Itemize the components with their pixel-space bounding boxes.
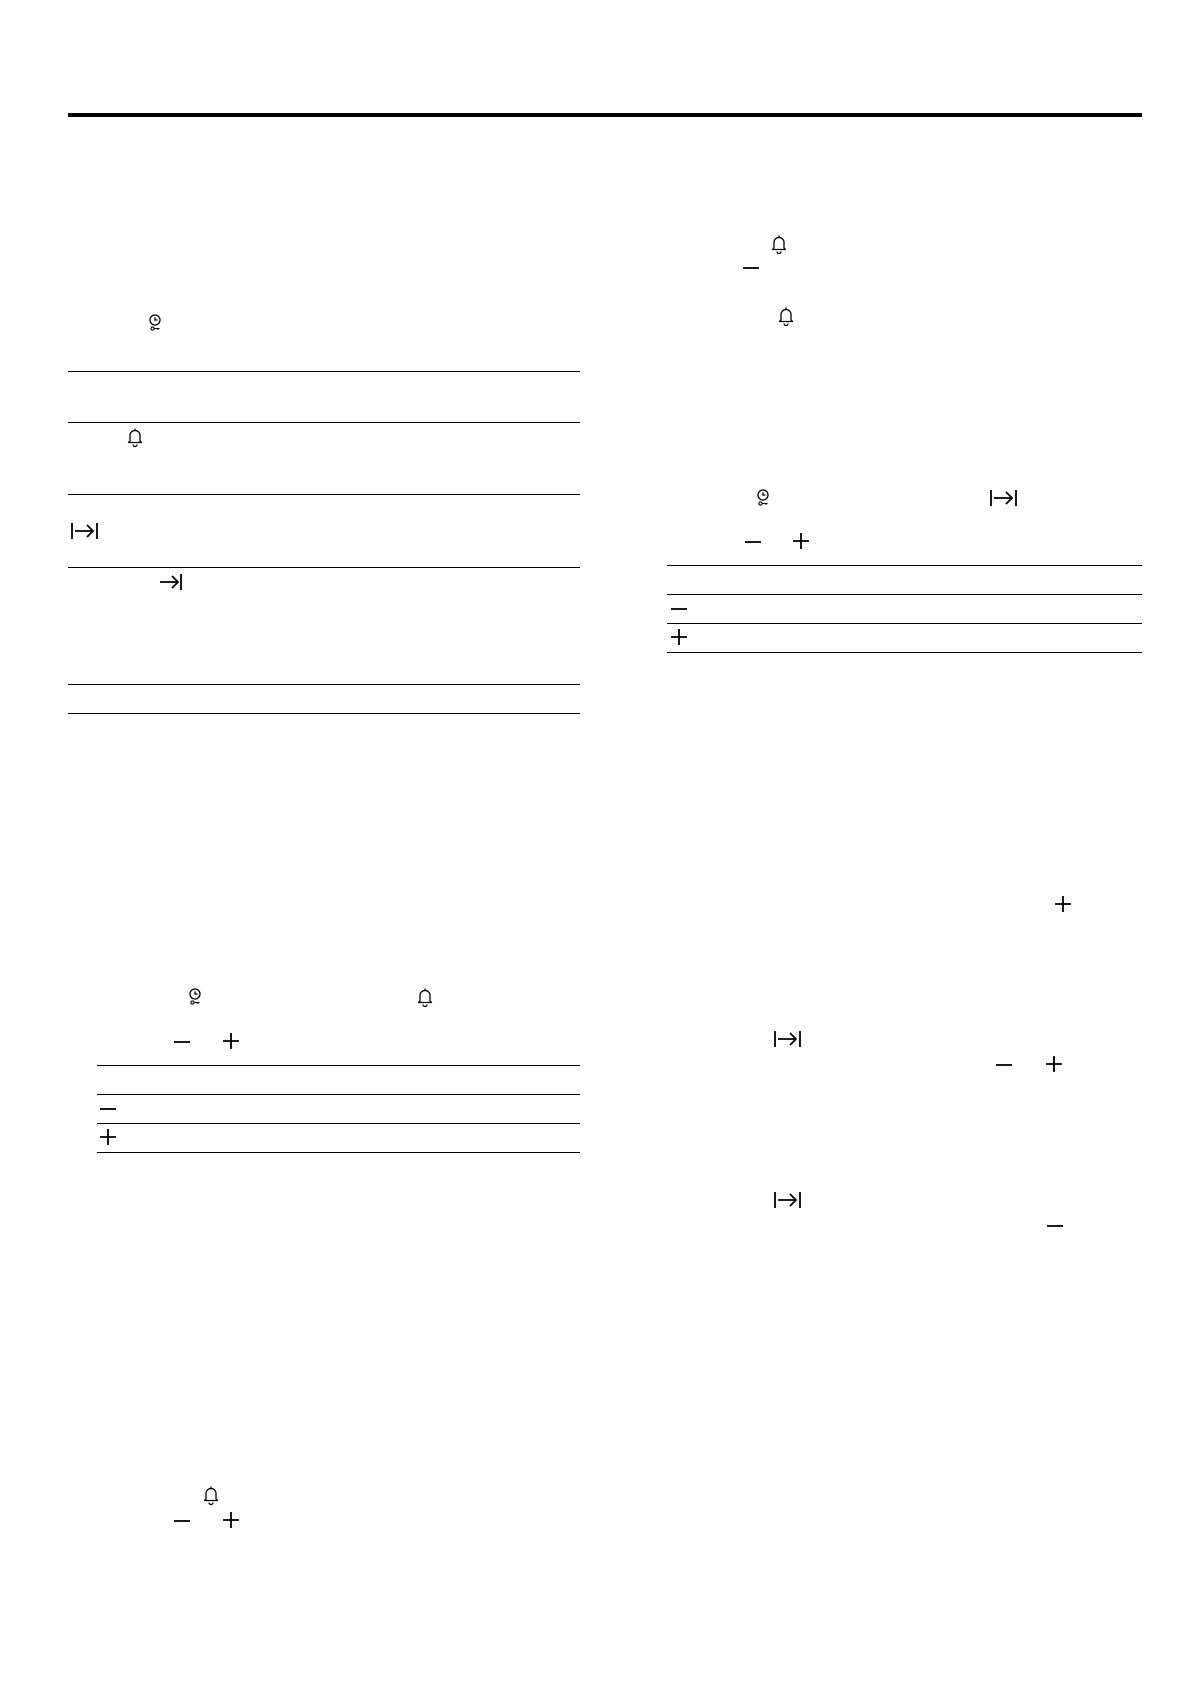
- bar-arrow-bar-icon: [773, 1029, 802, 1049]
- minus-icon: [995, 1056, 1013, 1074]
- plus-icon: [1045, 1055, 1063, 1073]
- bell-icon: [127, 427, 143, 447]
- minus-icon: [1046, 1217, 1064, 1235]
- table-rule: [68, 684, 580, 685]
- minus-icon: [742, 259, 760, 277]
- bell-icon: [771, 234, 787, 254]
- minus-icon: [670, 600, 688, 618]
- bell-icon: [203, 1485, 219, 1505]
- minus-icon: [173, 1033, 191, 1051]
- bar-arrow-bar-icon: [773, 1190, 802, 1210]
- clock-key-icon: [148, 314, 162, 332]
- table-rule: [97, 1152, 580, 1153]
- plus-icon: [792, 532, 810, 550]
- table-rule: [68, 371, 580, 372]
- table-rule: [68, 494, 580, 495]
- header-rule: [68, 113, 1142, 117]
- table-rule: [68, 422, 580, 423]
- bell-icon: [778, 306, 794, 326]
- table-rule: [97, 1065, 580, 1066]
- minus-icon: [99, 1100, 117, 1118]
- arrow-to-bar-icon: [159, 572, 183, 592]
- table-rule: [97, 1123, 580, 1124]
- table-rule: [97, 1094, 580, 1095]
- minus-icon: [173, 1512, 191, 1530]
- minus-icon: [744, 533, 762, 551]
- table-rule: [667, 623, 1142, 624]
- table-rule: [667, 565, 1142, 566]
- clock-key-icon: [188, 988, 202, 1006]
- plus-icon: [670, 628, 688, 646]
- bar-arrow-bar-icon: [989, 488, 1018, 508]
- bar-arrow-bar-icon: [70, 521, 99, 541]
- plus-icon: [99, 1128, 117, 1146]
- bell-icon: [417, 987, 433, 1007]
- plus-icon: [222, 1511, 240, 1529]
- clock-key-icon: [756, 489, 770, 507]
- table-rule: [667, 652, 1142, 653]
- table-rule: [667, 594, 1142, 595]
- plus-icon: [1054, 895, 1072, 913]
- plus-icon: [222, 1032, 240, 1050]
- table-rule: [68, 567, 580, 568]
- table-rule: [68, 713, 580, 714]
